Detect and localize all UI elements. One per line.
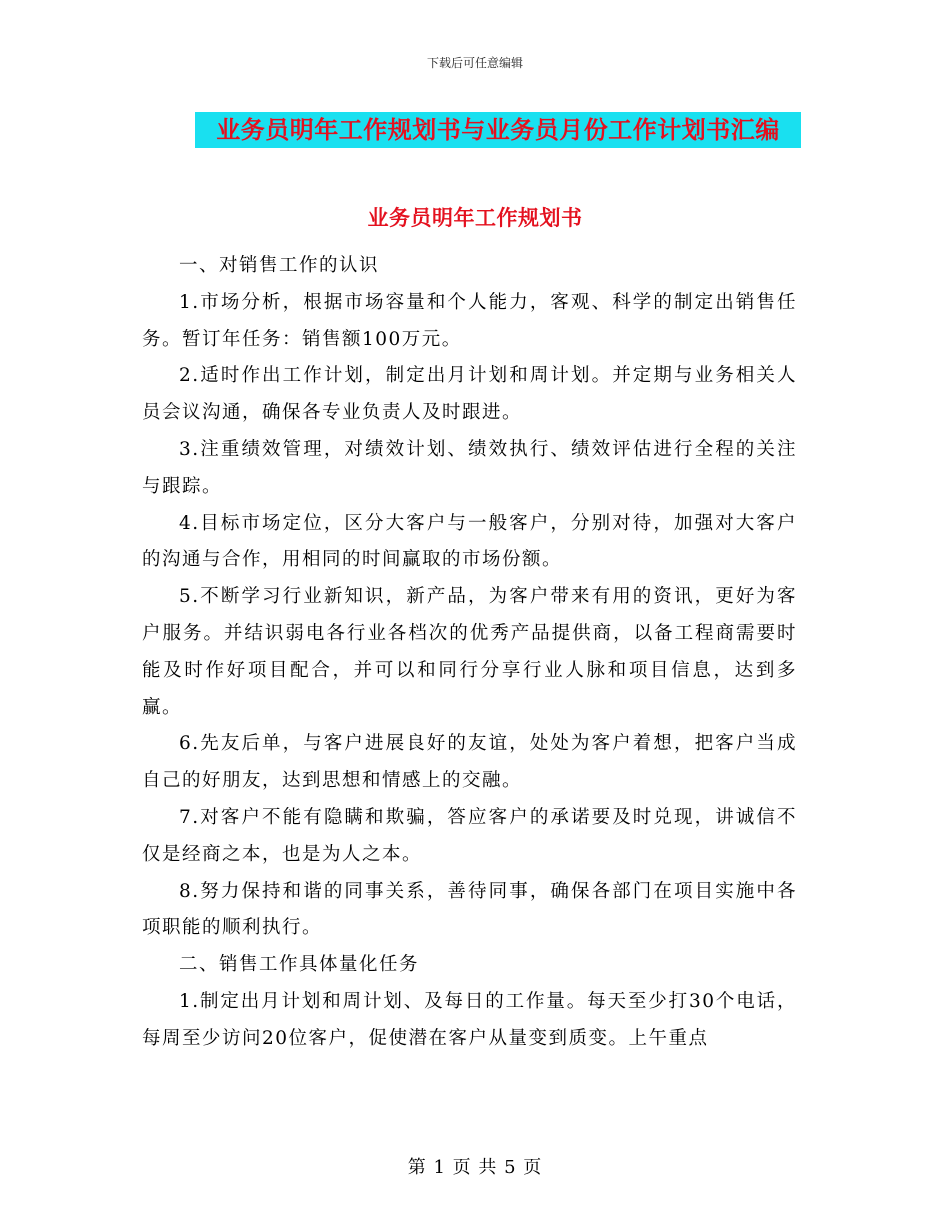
document-body [142, 248, 797, 1058]
paragraph: 5.不断学习行业新知识，新产品，为客户带来有用的资讯，更好为客户服务。并结识弱电各行业各档次的优秀产品提供商，以备工程商需要时能及时作好项目配合，并可以和同行分享行业人脉和项目信息，达到多赢。 [142, 586, 797, 718]
main-title-highlight [195, 112, 801, 148]
section-heading-1: 一、对销售工作的认识 [179, 255, 380, 276]
paragraph: 1.制定出月计划和周计划、及每日的工作量。每天至少打30个电话，每周至少访问20位客户，促使潜在客户从量变到质变。上午重点 [142, 990, 797, 1049]
paragraph: 4.目标市场定位，区分大客户与一般客户，分别对待，加强对大客户的沟通与合作，用相同的时间赢取的市场份额。 [142, 512, 797, 571]
sub-title: 业务员明年工作规划书 [367, 205, 583, 230]
paragraph: 6.先友后单，与客户进展良好的友谊，处处为客户着想，把客户当成自己的好朋友，达到思想和情感上的交融。 [142, 733, 797, 792]
paragraph: 3.注重绩效管理，对绩效计划、绩效执行、绩效评估进行全程的关注与跟踪。 [142, 438, 797, 497]
paragraph: 2.适时作出工作计划，制定出月计划和周计划。并定期与业务相关人员会议沟通，确保各专业负责人及时跟进。 [142, 365, 797, 424]
page-footer: 第 1 页 共 5 页 [407, 1157, 543, 1178]
paragraph: 8.努力保持和谐的同事关系，善待同事，确保各部门在项目实施中各项职能的顺利执行。 [142, 880, 797, 939]
section-heading-2: 二、销售工作具体量化任务 [179, 954, 420, 976]
main-title: 业务员明年工作规划书与业务员月份工作计划书汇编 [216, 115, 780, 144]
header-note: 下载后可任意编辑 [426, 56, 523, 70]
paragraph: 1.市场分析，根据市场容量和个人能力，客观、科学的制定出销售任务。暂订年任务：销售额100万元。 [142, 291, 797, 350]
paragraph: 7.对客户不能有隐瞒和欺骗，答应客户的承诺要及时兑现，讲诚信不仅是经商之本，也是为人之本。 [142, 806, 797, 865]
